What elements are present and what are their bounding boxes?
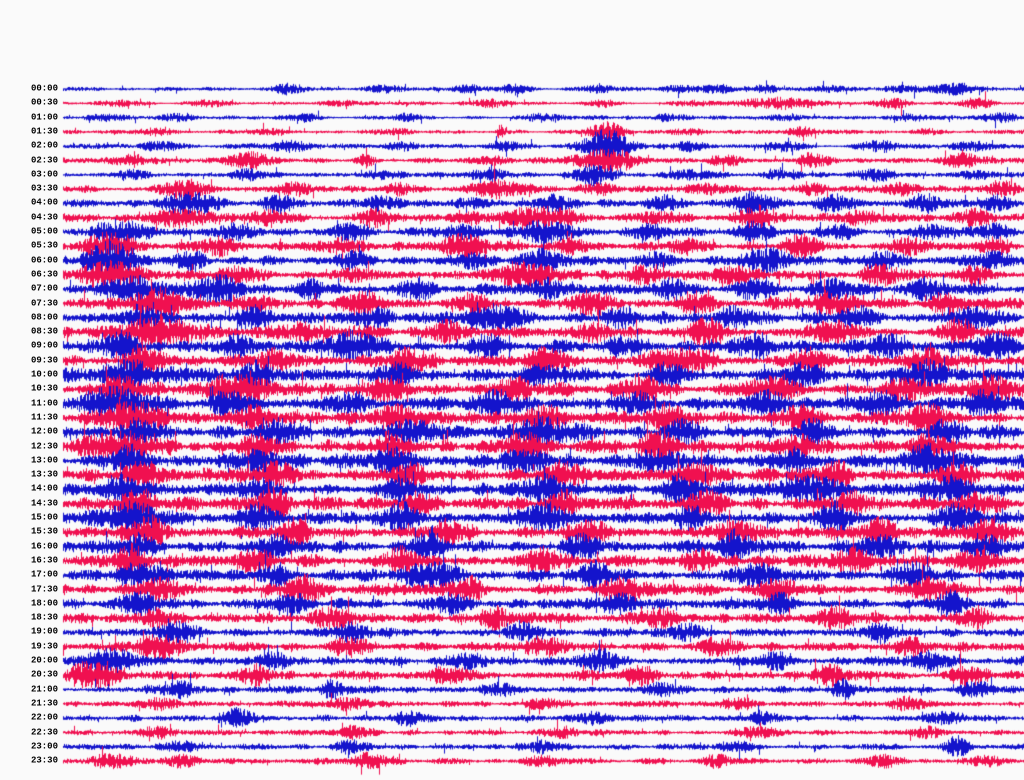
time-label: 22:30 (30, 727, 58, 737)
time-label: 18:30 (30, 612, 58, 623)
time-label: 16:00 (30, 541, 58, 552)
time-label: 06:00 (30, 255, 58, 266)
time-label: 13:30 (30, 469, 58, 480)
time-labels (0, 0, 58, 780)
time-label: 21:00 (30, 684, 58, 695)
time-label: 02:30 (30, 155, 58, 165)
time-label: 17:30 (30, 584, 58, 594)
time-label: 01:30 (30, 126, 58, 137)
time-label: 11:30 (30, 412, 58, 423)
time-label: 00:30 (30, 97, 58, 108)
time-label: 09:00 (30, 340, 58, 351)
time-label: 14:00 (30, 483, 58, 494)
time-label: 01:00 (30, 112, 58, 123)
time-label: 07:30 (30, 298, 58, 308)
time-label: 11:00 (30, 398, 58, 409)
time-label: 03:30 (30, 183, 58, 194)
time-label: 21:30 (30, 698, 58, 709)
time-label: 20:00 (30, 655, 58, 666)
time-label: 13:00 (30, 455, 58, 466)
time-label: 05:00 (30, 226, 58, 237)
time-label: 04:30 (30, 212, 58, 223)
time-label: 12:30 (30, 441, 58, 451)
time-label: 04:00 (30, 197, 58, 208)
time-label: 08:30 (30, 326, 58, 337)
time-label: 16:30 (30, 555, 58, 566)
time-label: 19:00 (30, 626, 58, 637)
time-label: 15:00 (30, 512, 58, 523)
time-label: 12:00 (30, 426, 58, 437)
time-label: 18:00 (30, 598, 58, 609)
time-label: 14:30 (30, 498, 58, 509)
time-label: 05:30 (30, 240, 58, 251)
time-label: 07:00 (30, 283, 58, 294)
time-label: 10:30 (30, 383, 58, 394)
time-label: 23:30 (30, 755, 58, 766)
time-label: 23:00 (30, 741, 58, 752)
time-label: 19:30 (30, 641, 58, 652)
time-label: 17:00 (30, 569, 58, 580)
time-label: 20:30 (30, 669, 58, 680)
time-label: 09:30 (30, 355, 58, 366)
time-label: 02:00 (30, 140, 58, 151)
time-label: 06:30 (30, 269, 58, 280)
time-label: 00:00 (30, 83, 58, 94)
time-label: 22:00 (30, 712, 58, 723)
time-label: 15:30 (30, 526, 58, 537)
time-label: 08:00 (30, 312, 58, 323)
time-label: 03:00 (30, 169, 58, 180)
time-label: 10:00 (30, 369, 58, 380)
